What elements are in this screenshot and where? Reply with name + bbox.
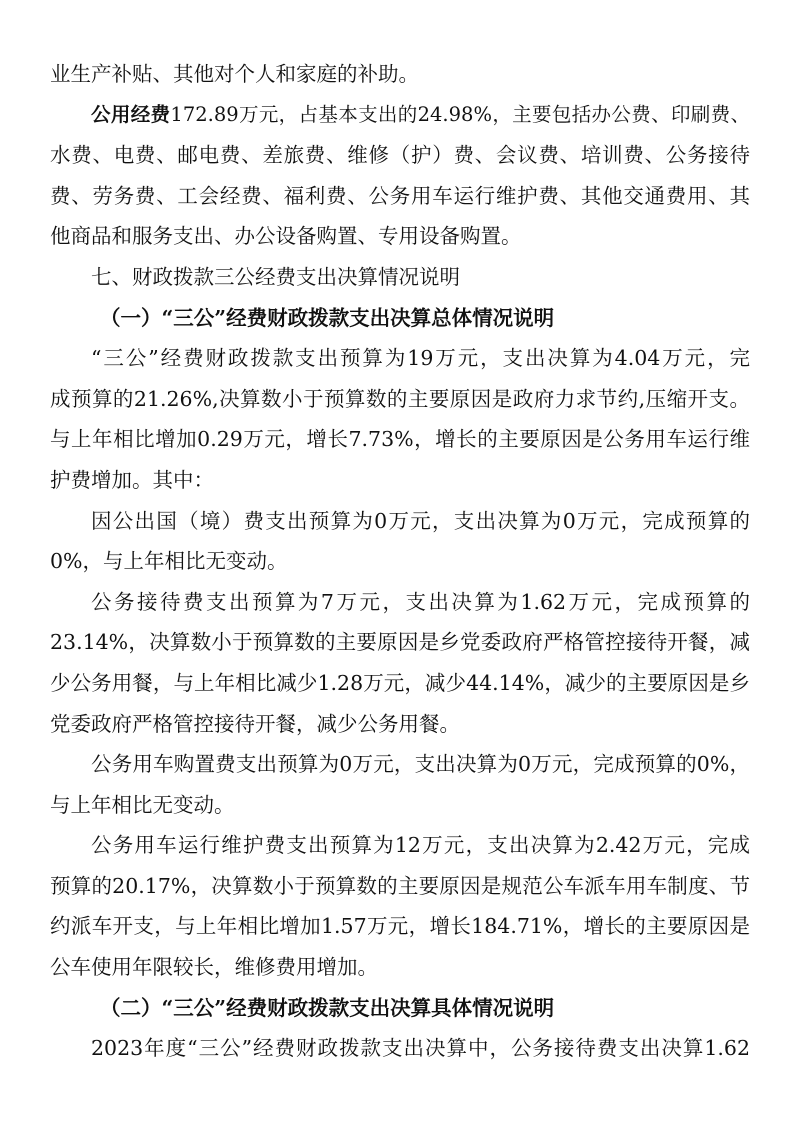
text-line: 公务接待费支出预算为7万元，支出决算为1.62万元，完成预算的 xyxy=(91,589,750,614)
text-line: 公务用车购置费支出预算为0万元，支出决算为0万元，完成预算的0%， xyxy=(91,752,750,777)
text-line: 与上年相比增加0.29万元，增长7.73%，增长的主要原因是公务用车运行维 xyxy=(50,427,750,452)
document-page xyxy=(50,54,750,1069)
text-line: 业生产补贴、其他对个人和家庭的补助。 xyxy=(50,62,419,86)
text-line: 23.14%，决算数小于预算数的主要原因是乡党委政府严格管控接待开餐，减 xyxy=(50,630,750,655)
text-line: 约派车开支，与上年相比增加1.57万元，增长184.71%，增长的主要原因是 xyxy=(50,914,750,939)
text-line: 公车使用年限较长，维修费用增加。 xyxy=(50,955,378,980)
text-line: “三公”经费财政拨款支出预算为19万元，支出决算为4.04万元，完 xyxy=(91,346,750,371)
subsection-heading: （二）“三公”经费财政拨款支出决算具体情况说明 xyxy=(100,995,555,1020)
text-line: 水费、电费、邮电费、差旅费、维修（护）费、会议费、培训费、公务接待 xyxy=(50,143,750,168)
text-line: 成预算的21.26%,决算数小于预算数的主要原因是政府力求节约,压缩开支。 xyxy=(50,386,750,411)
subsection-heading: （一）“三公”经费财政拨款支出决算总体情况说明 xyxy=(100,305,555,330)
text-line: 与上年相比无变动。 xyxy=(50,792,235,817)
text-line: 费、劳务费、工会经费、福利费、公务用车运行维护费、其他交通费用、其 xyxy=(50,183,750,208)
text-line: 0%，与上年相比无变动。 xyxy=(50,549,288,574)
text-line: 因公出国（境）费支出预算为0万元，支出决算为0万元，完成预算的 xyxy=(91,508,750,533)
text-line: 党委政府严格管控接待开餐，减少公务用餐。 xyxy=(50,711,460,736)
lead-term: 公用经费 xyxy=(91,102,171,126)
text-line: 他商品和服务支出、办公设备购置、专用设备购置。 xyxy=(50,224,522,249)
text-line: 公务用车运行维护费支出预算为12万元，支出决算为2.42万元，完成 xyxy=(91,833,750,858)
text-line: 预算的20.17%，决算数小于预算数的主要原因是规范公车派车用车制度、节 xyxy=(50,873,750,898)
text-line-body: 172.89万元，占基本支出的24.98%，主要包括办公费、印刷费、 xyxy=(170,102,750,126)
section-heading: 七、财政拨款三公经费支出决算情况说明 xyxy=(91,264,460,289)
text-line: 2023年度“三公”经费财政拨款支出决算中，公务接待费支出决算1.62 xyxy=(91,1036,750,1061)
text-line: 护费增加。其中： xyxy=(50,467,214,492)
text-line xyxy=(50,95,750,136)
text-line: 少公务用餐，与上年相比减少1.28万元，减少44.14%，减少的主要原因是乡 xyxy=(50,670,750,695)
